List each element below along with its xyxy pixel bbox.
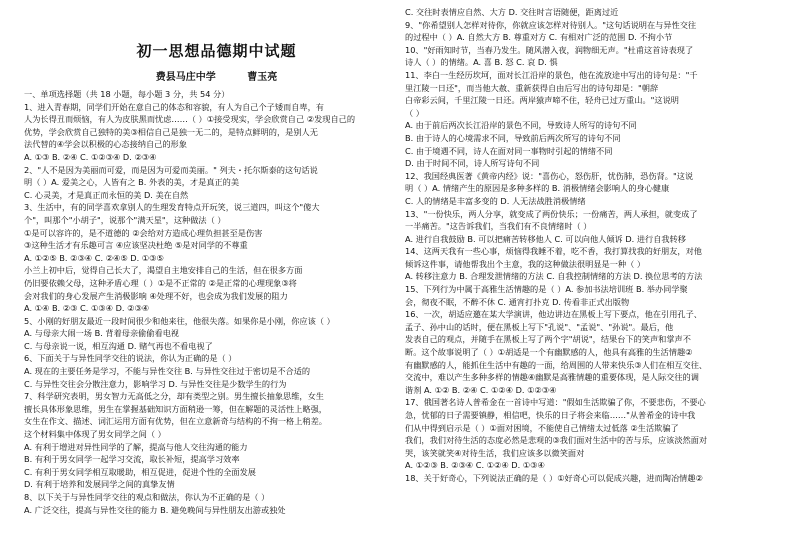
text-line: A. 转移注意力 B. 合理发泄情绪的方法 C. 自我控制情绪的方法 D. 换位思考的方法: [405, 271, 703, 282]
text-line: 会对我们的身心发展产生消极影响 ④处理不好，也会成为我们发展的阻力: [24, 290, 288, 301]
text-line: 18、关于好奇心，下列说法正确的是（ ）①好奇心可以促成兴趣，进而陶冶情趣②: [405, 472, 703, 483]
text-line: B. 有利于男女同学一起学习交流，取长补短，提高学习效率: [24, 454, 240, 465]
text-line: 急，忧郁的日子需要镇静，相信吧，快乐的日子将会来临……"从普希金的诗中我: [405, 410, 696, 420]
text-line: 孟子、孙中山的话时，便在黑板上写下"孔说"、"孟说"、"孙说"。最后，他: [405, 321, 674, 332]
text-line: 一、单项选择题（共 18 小题，每小题 3 分，共 54 分）: [24, 89, 230, 99]
text-line: 交流中，难以产生多种多样的情趣④幽默是高雅情趣的重要体现，是人际交往的调: [405, 372, 699, 383]
text-line: 发表自己的观点，并随手在黑板上写了两个字"胡说"，结果台下的笑声和掌声不: [405, 334, 691, 345]
text-line: 们从中得到启示是（ ）①面对困境，不能使自己情绪太过低落 ②生活欺骗了: [405, 422, 679, 433]
text-line: A. ①③ B. ②④ C. ①②③④ D. ②③④: [24, 151, 157, 162]
text-line: 14、这两天我有一些心事，烦恼得我睡不着，吃不香，我打算找我的好朋友，对他: [405, 246, 702, 257]
left-question-text: [24, 88, 409, 516]
text-line: 17、俄国著名诗人普希金在一首诗中写道："假如生活欺骗了你，不要悲伤，不要心: [405, 397, 706, 408]
text-line: A. 进行自我鼓励 B. 可以把痛苦转移他人 C. 可以向他人倾诉 D. 进行自我转移: [405, 233, 686, 244]
text-line: 3、生活中，有的同学喜欢拿别人的生理发育特点开玩笑，说三道四，叫这个"傻大: [24, 202, 320, 213]
text-line: （ ）: [405, 107, 424, 118]
text-line: 8、以下关于与异性同学交往的观点和做法，你认为不正确的是（ ）: [24, 492, 270, 502]
text-line: 有幽默感的人，能抓住生活中有趣的一面，给周围的人带来快乐③人们在相互交往、: [405, 359, 708, 370]
text-line: D. 有利于培养和发展同学之间的真挚友情: [24, 479, 175, 490]
text-line: 女生在作文、描述、词汇运用方面有优势，但在立意新奇与结构的不拘一格上稍差。: [24, 416, 327, 427]
text-line: 11、李白一生经历坎坷，面对长江沿岸的景色，他在流放途中写出的诗句是："千: [405, 69, 698, 80]
text-line: ③这种生活才有乐趣可言 ④应该坚决杜绝 ⑤是对同学的不尊重: [24, 240, 248, 251]
text-line: B. 由于诗人的心境需求不同，导致前后两次所写的诗句不同: [405, 132, 621, 143]
text-line: 2、"人不是因为美丽而可爱，而是因为可爱而美丽。" 列夫・托尔斯泰的这句话说: [24, 164, 318, 175]
text-line: C. 心灵美，才是真正而永恒的美 D. 美在自然: [24, 189, 189, 200]
text-line: 白帝彩云间，千里江陵一日还。两岸猿声啼不住，轻舟已过万重山。"这说明: [405, 95, 679, 106]
text-line: 人为长得丑而烦恼，有人为皮肤黑而忧虑……（ ）①接受现实，学会欣赏自己 ②发现自己的: [24, 114, 356, 125]
text-line: C. 人的情绪是丰富多变的 D. 人无法战胜消极情绪: [405, 195, 586, 206]
text-line: 谐剂 A. ①② B. ②④ C. ①②④ D. ①②③④: [405, 384, 557, 395]
text-line: 的过程中（ ）A. 自然大方 B. 尊重对方 C. 有相对广泛的范围 D. 不拘小节: [405, 32, 673, 43]
exam-title: 初一思想品德期中试题: [136, 42, 297, 60]
text-line: A. 由于前后两次长江沿岸的景色不同，导致诗人所写的诗句不同: [405, 120, 637, 131]
text-line: 明（ ）A. 情绪产生的原因是多种多样的 B. 消极情绪会影响人的身心健康: [405, 183, 670, 194]
text-line: 16、一次，胡适应邀在某大学演讲，他边讲边在黑板上写下要点，他在引用孔子、: [405, 309, 702, 320]
text-line: 哭，该笑就笑④对待生活，我们应该多以微笑面对: [405, 447, 585, 458]
text-line: ①是可以容许的，是不道德的 ②会给对方造成心理负担甚至是伤害: [24, 227, 263, 238]
text-line: 明（ ）A. 爱美之心，人皆有之 B. 外表的美，才是真正的美: [24, 177, 240, 188]
text-line: 小兰上初中后，觉得自己长大了，渴望自主地安排自己的生活，但在很多方面: [24, 265, 303, 276]
right-column: [405, 0, 790, 485]
text-line: C. 由于境遇不同，诗人在面对同一事物时引起的情绪不同: [405, 145, 613, 156]
text-line: 法代替的④学会以积极的心态接纳自己的形象: [24, 139, 187, 150]
text-line: A. ①②⑤ B. ②③④ C. ②④⑤ D. ①③⑤: [24, 252, 164, 263]
text-line: 个"，叫那个"小胡子"，说那个"满天星"，这种做法（ ）: [24, 214, 226, 225]
text-line: A. ①④ B. ②③ C. ①③④ D. ②③④: [24, 303, 150, 314]
text-line: 15、下列行为中属于高雅生活情趣的是（ ）A. 参加书法培训班 B. 举办同学聚: [405, 284, 688, 295]
text-line: 我们，我们对待生活的态度必然是悲观的③我们面对生活中的苦与乐，应该淡然面对: [405, 435, 708, 446]
text-line: 12、我国经典医著《黄帝内经》说："喜伤心，怒伤肝，忧伤肺，恐伤肾。"这说: [405, 170, 694, 181]
text-line: 仍旧要依赖父母，这种矛盾心理（ ）①是不正常的 ②是正常的心理现象③将: [24, 277, 297, 288]
text-line: 会，彻夜不眠，不醉不休 C. 通宵打扑克 D. 传看非正式出版物: [405, 296, 630, 307]
text-line: 1、进入青春期，同学们开始在意自己的体态和容貌，有人为自己个子矮而自卑，有: [24, 101, 324, 112]
text-line: 9、"你希望别人怎样对待你，你就应该怎样对待别人。"这句话说明在与异性交往: [405, 19, 697, 30]
text-line: 断。这个故事说明了（ ）①胡适是一个有幽默感的人，他具有高雅的生活情趣②: [405, 347, 693, 358]
text-line: 这个材料集中体现了男女同学之间（ ）: [24, 429, 166, 440]
text-line: 里江陵一日还"，而当他大赦、重新获得自由后写出的诗句却是："朝辞: [405, 82, 659, 93]
text-line: A. ①②③ B. ②③④ C. ①②④ D. ①③④: [405, 460, 545, 471]
text-line: A. 现在的主要任务是学习，不能与异性交往 B. 与异性交往过于密切是不合适的: [24, 366, 311, 377]
text-line: 10、"好雨知时节，当春乃发生。随风潜入夜，润物细无声。"杜甫这首诗表现了: [405, 44, 694, 55]
text-line: C. 与异性交往会分散注意力，影响学习 D. 与异性交往是少数学生的行为: [24, 378, 287, 389]
text-line: C. 交往时表情应自然、大方 D. 交往时言语随便，距离过近: [405, 7, 619, 17]
text-line: 13、"一份快乐，两人分享，就变成了两份快乐；一份痛苦，两人承担，就变成了: [405, 208, 698, 219]
text-line: C. 与母亲说一说，相互沟通 D. 赌气再也不看电视了: [24, 340, 213, 351]
text-line: 6、下面关于与异性同学交往的说法，你认为正确的是（ ）: [24, 353, 237, 364]
text-line: 擅长具体形象思维，男生在掌握基础知识方面稍逊一筹，但在解题的灵活性上略强，: [24, 403, 327, 414]
author-line: [24, 68, 409, 88]
text-line: 7、科学研究表明，男女智力无高低之分，却有类型之别。男生擅长抽象思维，女生: [24, 391, 324, 402]
left-column: [24, 0, 409, 516]
text-line: 优势，学会欣赏自己独特的美③相信自己是独一无二的，是特点鲜明的，是别人无: [24, 126, 318, 137]
text-line: A. 与母亲大闹一场 B. 背着母亲偷偷看电视: [24, 328, 180, 339]
school-name: 费县马庄中学: [155, 72, 216, 83]
text-line: 一半痛苦。"这告诉我们，当我们有不良情绪时（ ）: [405, 221, 592, 232]
text-line: A. 广泛交往，提高与异性交往的能力 B. 避免晚间与异性朋友出游或独处: [24, 504, 286, 515]
author-name: 曹玉亮: [247, 72, 278, 83]
text-line: 5、小刚的好朋友最近一段时间很少和他来往，他很失落。如果你是小刚，你应该（ ）: [24, 315, 335, 326]
right-question-text: [405, 0, 790, 485]
text-line: A. 有利于增进对异性同学的了解，提高与他人交往沟通的能力: [24, 441, 248, 452]
text-line: C. 有利于男女同学相互取暖助，相互促进，促进个性的全面发展: [24, 466, 256, 477]
text-line: 诗人（ ）的情绪。A. 喜 B. 怒 C. 哀 D. 惧: [405, 57, 558, 68]
text-line: 倾诉这件事，请他帮我出个主意，我的这种做法很明显是一种（ ）: [405, 258, 646, 269]
text-line: D. 由于时间不同，诗人所写诗句不同: [405, 158, 540, 169]
